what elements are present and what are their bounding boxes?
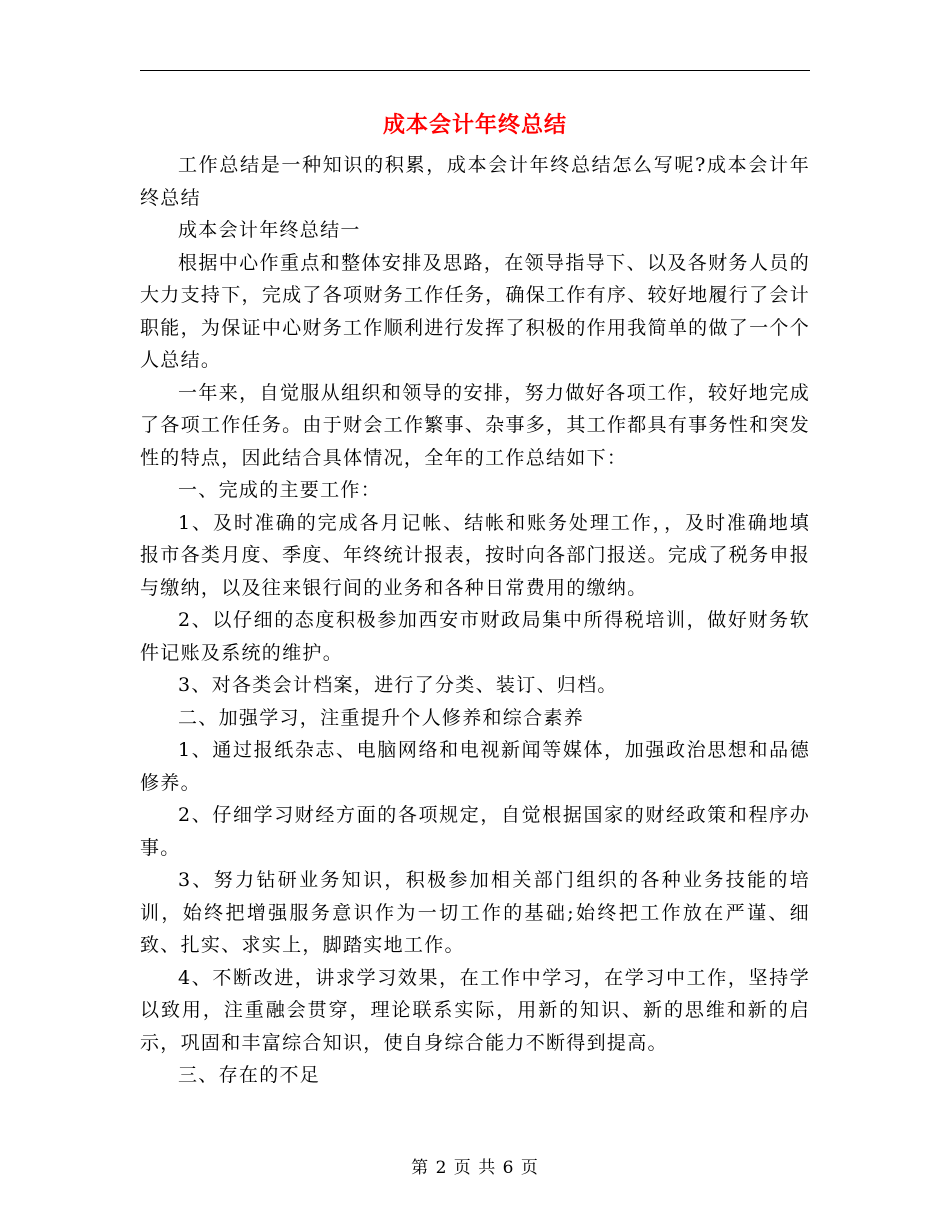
section-heading: 二、加强学习，注重提升个人修养和综合素养 <box>178 706 585 729</box>
section-heading: 一、完成的主要工作： <box>178 479 382 501</box>
header-rule <box>140 70 810 71</box>
paragraph-intro: 工作总结是一种知识的积累，成本会计年终总结怎么写呢?成本会计年终总结 <box>140 154 810 209</box>
list-item: 1、及时准确的完成各月记帐、结帐和账务处理工作，，及时准确地填报市各类月度、季度、年终统计报表，按时向各部门报送。完成了税务申报与缴纳，以及往来银行间的业务和各种日常费用的缴纳。 <box>140 511 810 599</box>
list-item: 3、对各类会计档案，进行了分类、装订、归档。 <box>178 674 618 696</box>
paragraph: 根据中心作重点和整体安排及思路，在领导指导下、以及各财务人员的大力支持下，完成了各项财务工作任务，确保工作有序、较好地履行了会计职能，为保证中心财务工作顺利进行发挥了积极的作用我简单的做了一个个人总结。 <box>140 251 810 371</box>
list-item: 4、不断改进，讲求学习效果，在工作中学习，在学习中工作，坚持学以致用，注重融会贯穿，理论联系实际，用新的知识、新的思维和新的启示，巩固和丰富综合知识，使自身综合能力不断得到提高。 <box>140 966 810 1054</box>
page-number: 第 2 页 共 6 页 <box>411 1158 539 1178</box>
list-item: 3、努力钻研业务知识，积极参加相关部门组织的各种业务技能的培训，始终把增强服务意识作为一切工作的基础;始终把工作放在严谨、细致、扎实、求实上，脚踏实地工作。 <box>140 869 810 956</box>
list-item: 2、以仔细的态度积极参加西安市财政局集中所得税培训，做好财务软件记账及系统的维护。 <box>140 609 810 664</box>
paragraph-subtitle: 成本会计年终总结一 <box>178 219 361 241</box>
document-body <box>140 149 810 1092</box>
section-heading: 三、存在的不足 <box>178 1064 321 1086</box>
list-item: 2、仔细学习财经方面的各项规定，自觉根据国家的财经政策和程序办事。 <box>140 804 810 859</box>
paragraph: 一年来，自觉服从组织和领导的安排，努力做好各项工作，较好地完成了各项工作任务。由于财会工作繁事、杂事多，其工作都具有事务性和突发性的特点，因此结合具体情况，全年的工作总结如下： <box>140 381 810 469</box>
document-title: 成本会计年终总结 <box>382 112 567 138</box>
list-item: 1、通过报纸杂志、电脑网络和电视新闻等媒体，加强政治思想和品德修养。 <box>140 739 810 794</box>
